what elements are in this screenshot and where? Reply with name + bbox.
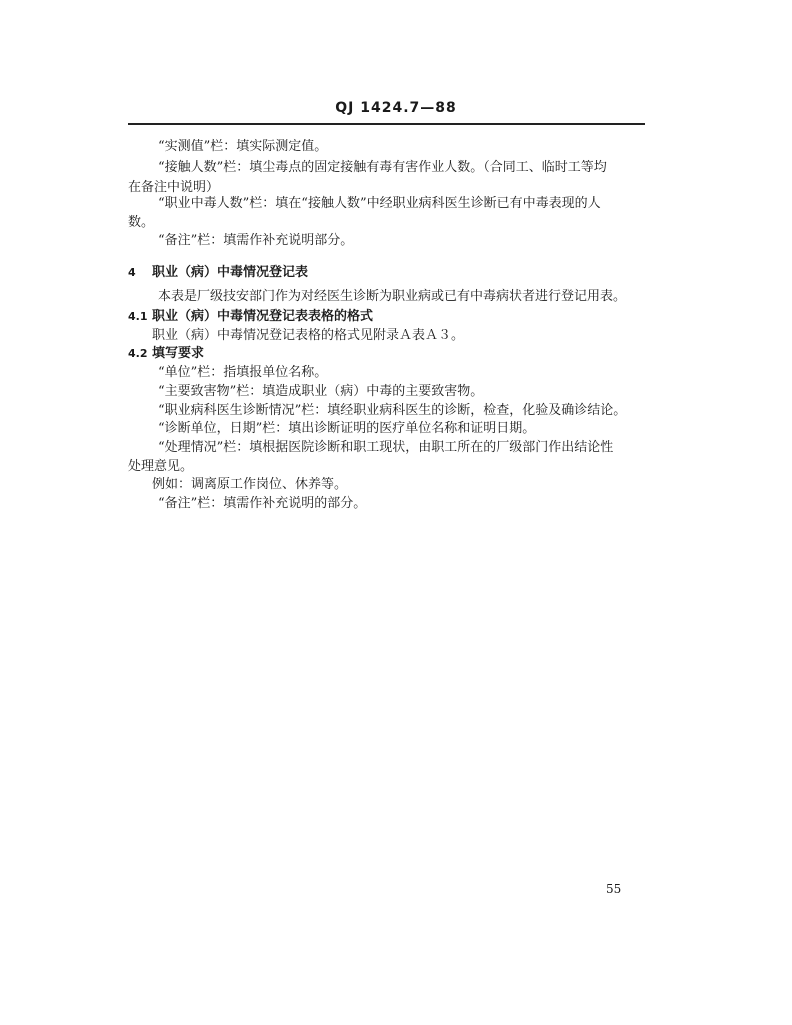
section-4-title: 职业（病）中毒情况登记表 (152, 265, 309, 280)
paragraph-measured-value: “实测值”栏：填实际测定值。 (158, 139, 328, 154)
paragraph-contact-count-1: “接触人数”栏：填尘毒点的固定接触有毒有害作业人数。（合同工、临时工等均 (158, 160, 607, 175)
page-number: 55 (606, 882, 622, 896)
paragraph-poisoning-count-2: 数。 (128, 215, 155, 230)
paragraph-table-format: 职业（病）中毒情况登记表格的格式见附录Ａ表Ａ３。 (152, 328, 465, 343)
paragraph-diagnosis-unit-date: “诊断单位，日期”栏：填出诊断证明的医疗单位名称和证明日期。 (158, 421, 536, 436)
section-4-1-heading (128, 309, 373, 325)
paragraph-table-purpose: 本表是厂级技安部门作为对经医生诊断为职业病或已有中毒病状者进行登记用表。 (158, 289, 627, 304)
paragraph-example: 例如：调离原工作岗位、休养等。 (152, 477, 348, 492)
paragraph-poisoning-count-1: “职业中毒人数”栏：填在“接触人数”中经职业病科医生诊断已有中毒表现的人 (158, 196, 601, 211)
section-4-1-number: 4.1 (128, 310, 148, 323)
header-rule (128, 123, 645, 125)
section-4-number: 4 (128, 266, 136, 279)
paragraph-remarks-1: “备注”栏：填需作补充说明部分。 (158, 233, 354, 248)
paragraph-handling-1: “处理情况”栏：填根据医院诊断和职工现状，由职工所在的厂级部门作出结论性 (158, 440, 614, 455)
section-4-heading (128, 265, 308, 281)
paragraph-diagnosis: “职业病科医生诊断情况”栏：填经职业病科医生的诊断，检查，化验及确诊结论。 (158, 403, 627, 418)
paragraph-handling-2: 处理意见。 (128, 459, 194, 474)
section-4-2-title: 填写要求 (152, 346, 205, 361)
document-code-header: QJ 1424.7—88 (335, 100, 457, 116)
paragraph-main-hazard: “主要致害物”栏：填造成职业（病）中毒的主要致害物。 (158, 384, 484, 399)
section-4-2-number: 4.2 (128, 347, 148, 360)
paragraph-remarks-2: “备注”栏：填需作补充说明的部分。 (158, 496, 367, 511)
paragraph-contact-count-2: 在备注中说明） (128, 180, 220, 195)
section-4-2-heading (128, 346, 204, 362)
paragraph-unit: “单位”栏：指填报单位名称。 (158, 365, 328, 380)
section-4-1-title: 职业（病）中毒情况登记表表格的格式 (152, 309, 374, 324)
